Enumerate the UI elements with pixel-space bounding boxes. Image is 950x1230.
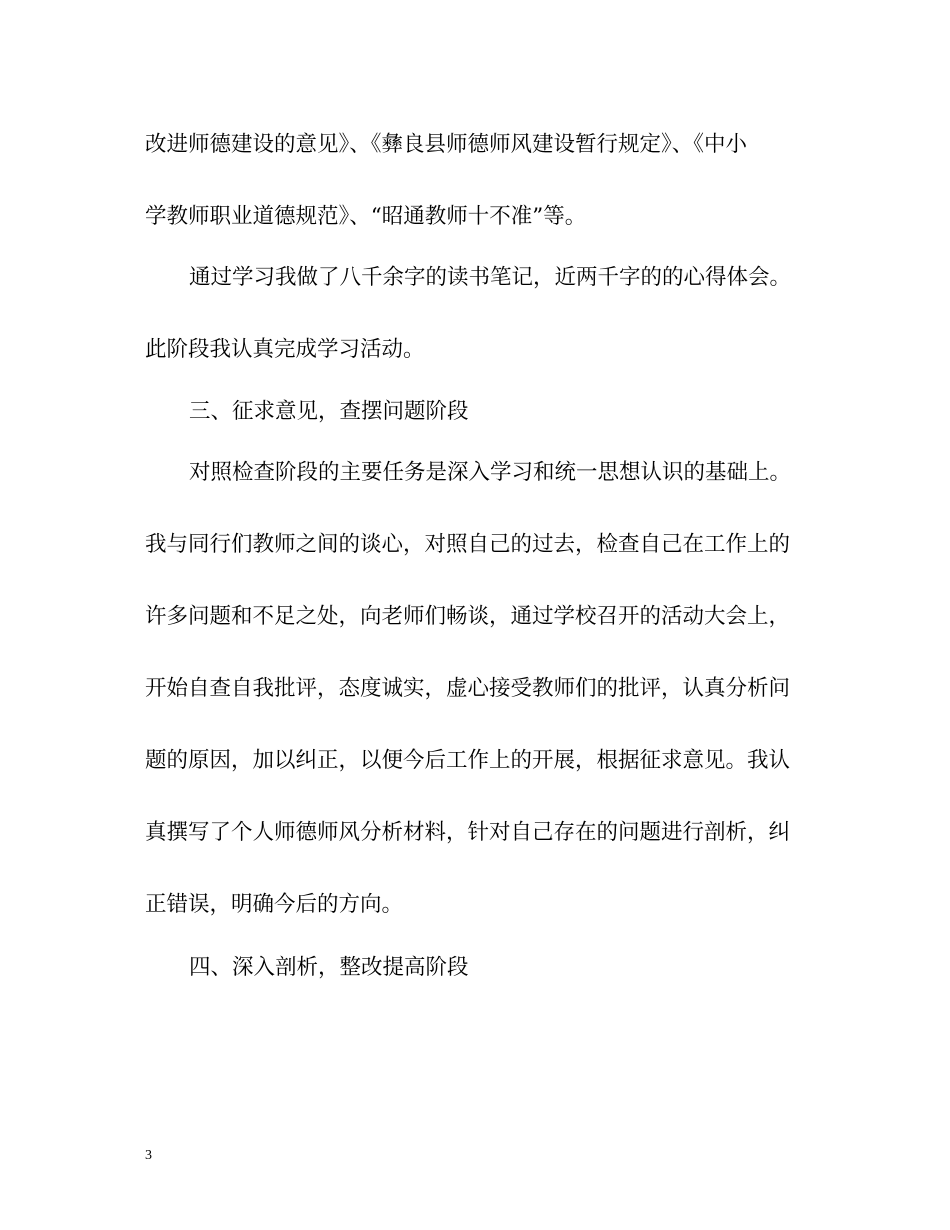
text-line: 许多问题和不足之处，向老师们畅谈，通过学校召开的活动大会上， [145,604,791,629]
text-line: 我与同行们教师之间的谈心，对照自己的过去，检查自己在工作上的 [145,532,791,557]
section-heading: 四、深入剖析，整改提高阶段 [189,955,469,980]
paragraph-start-line: 通过学习我做了八千余字的读书笔记，近两千字的的心得体会。 [189,265,792,290]
text-line: 正错误，明确今后的方向。 [145,892,404,917]
text-line: 开始自查自我批评，态度诚实，虚心接受教师们的批评，认真分析问 [145,676,791,701]
page-number: 3 [145,1148,152,1163]
text-line: 真撰写了个人师德师风分析材料，针对自己存在的问题进行剖析，纠 [145,820,791,845]
paragraph-start-line: 对照检查阶段的主要任务是深入学习和统一思想认识的基础上。 [189,460,792,485]
text-line: 学教师职业道德规范》、“昭通教师十不准”等。 [145,204,587,229]
text-line: 题的原因，加以纠正，以便今后工作上的开展，根据征求意见。我认 [145,748,791,773]
text-line: 改进师德建设的意见》、《彝良县师德师风建设暂行规定》、《中小 [145,132,748,157]
text-line: 此阶段我认真完成学习活动。 [145,337,425,362]
section-heading: 三、征求意见，查摆问题阶段 [189,399,469,424]
